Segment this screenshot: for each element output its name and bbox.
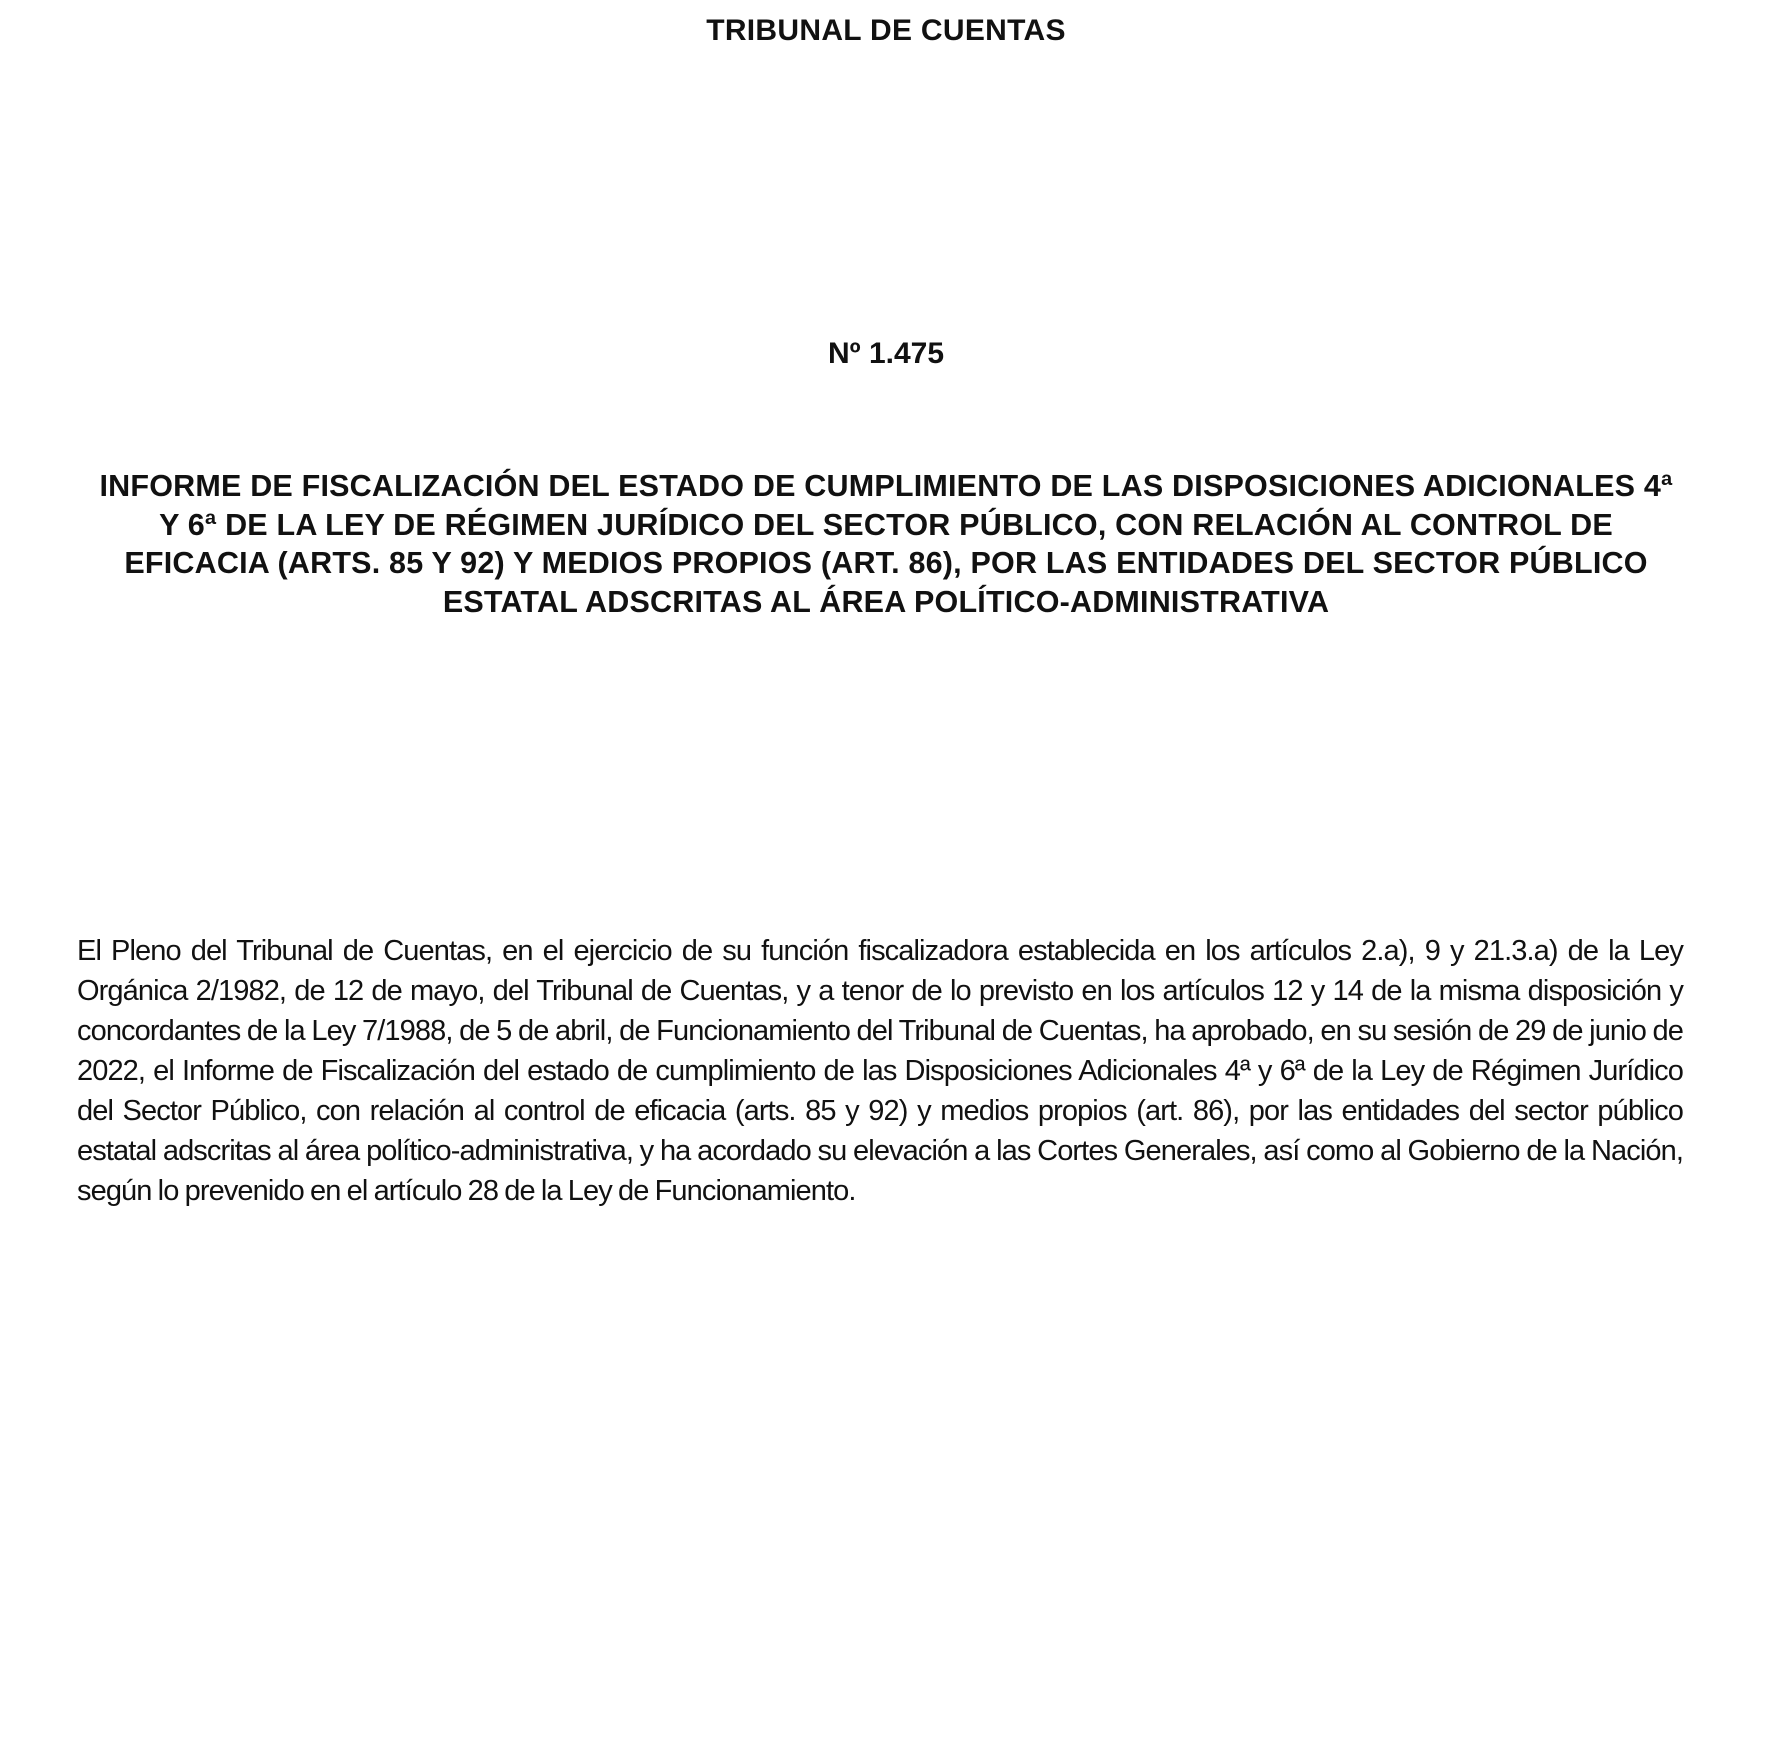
approval-paragraph: El Pleno del Tribunal de Cuentas, en el ejercicio de su función fiscalizadora establecida en los artículos 2.a), 9 y 21.3.a) de la Ley Orgánica 2/1982, de 12 de mayo, del Tribunal de Cuentas, y a tenor de lo previsto en los artículos 12 y 14 de la misma disposición y concordantes de la Ley 7/1988, de 5 de abril, de Funcionamiento del Tribunal de Cuentas, ha aprobado, en su sesión de 29 de junio de 2022, el Informe de Fiscalización del estado de cumplimiento de las Disposiciones Adicionales 4ª y 6ª de la Ley de Régimen Jurídico del Sector Público, con relación al control de eficacia (arts. 85 y 92) y medios propios (art. 86), por las entidades del sector público estatal adscritas al área político-administrativa, y ha acordado su elevación a las Cortes Generales, así como al Gobierno de la Nación, según lo prevenido en el artículo 28 de la Ley de Funcionamiento.: [77, 935, 1683, 1207]
institution-header: TRIBUNAL DE CUENTAS: [706, 14, 1066, 47]
report-title: INFORME DE FISCALIZACIÓN DEL ESTADO DE CUMPLIMIENTO DE LAS DISPOSICIONES ADICIONALES 4ª Y 6ª DE LA LEY DE RÉGIMEN JURÍDICO DEL SECTOR PÚBLICO, CON RELACIÓN AL CONTROL DE EFICACIA (ARTS. 85 Y 92) Y MEDIOS PROPIOS (ART. 86), POR LAS ENTIDADES DEL SECTOR PÚBLICO ESTATAL ADSCRITAS AL ÁREA POLÍTICO-ADMINISTRATIVA: [99, 469, 1673, 619]
report-number: Nº 1.475: [827, 337, 945, 370]
